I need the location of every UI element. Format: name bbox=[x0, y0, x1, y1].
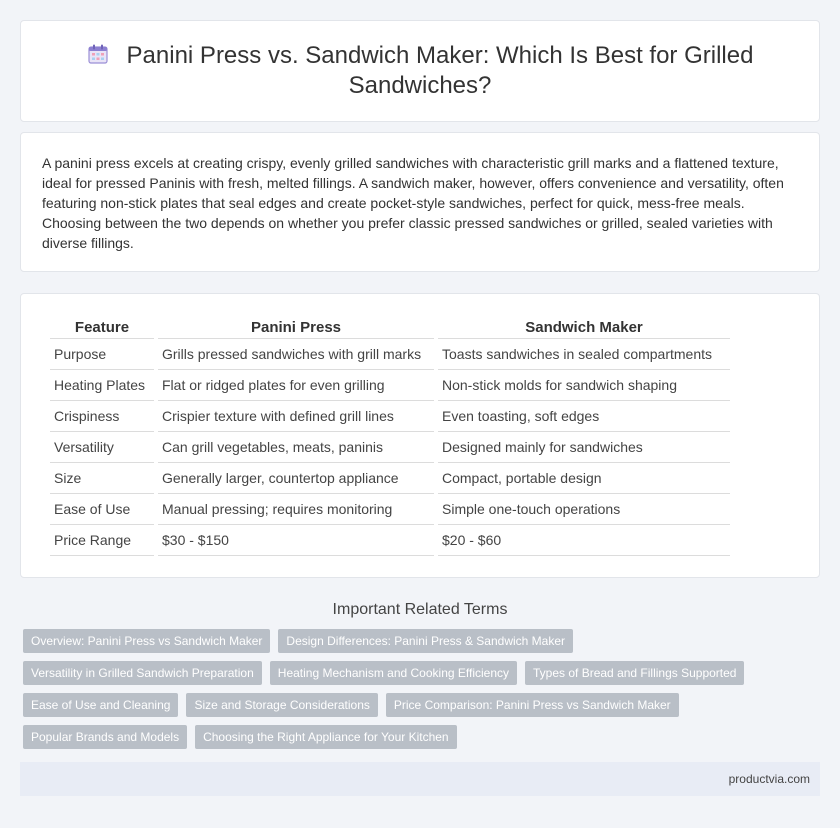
table-cell: Versatility bbox=[50, 432, 154, 463]
table-cell: Compact, portable design bbox=[438, 463, 730, 494]
table-cell: Designed mainly for sandwiches bbox=[438, 432, 730, 463]
header-panini-press: Panini Press bbox=[158, 314, 434, 339]
header-sandwich-maker: Sandwich Maker bbox=[438, 314, 730, 339]
table-row bbox=[50, 339, 730, 370]
table-cell: Ease of Use bbox=[50, 494, 154, 525]
calendar-icon bbox=[87, 43, 109, 65]
table-cell: Crispier texture with defined grill lines bbox=[158, 401, 434, 432]
related-term-tag[interactable]: Types of Bread and Fillings Supported bbox=[525, 661, 744, 685]
related-term-tag[interactable]: Size and Storage Considerations bbox=[186, 693, 377, 717]
table-cell: Can grill vegetables, meats, paninis bbox=[158, 432, 434, 463]
header-feature: Feature bbox=[50, 314, 154, 339]
table-cell: Simple one-touch operations bbox=[438, 494, 730, 525]
table-cell: Crispiness bbox=[50, 401, 154, 432]
table-cell: Even toasting, soft edges bbox=[438, 401, 730, 432]
table-cell: Manual pressing; requires monitoring bbox=[158, 494, 434, 525]
related-term-tag[interactable]: Heating Mechanism and Cooking Efficiency bbox=[270, 661, 517, 685]
footer-site-link[interactable]: productvia.com bbox=[728, 772, 810, 786]
related-term-tag[interactable]: Ease of Use and Cleaning bbox=[23, 693, 178, 717]
title-card bbox=[20, 20, 820, 122]
related-term-tag[interactable]: Price Comparison: Panini Press vs Sandwich Maker bbox=[386, 693, 679, 717]
related-term-tag[interactable]: Versatility in Grilled Sandwich Preparation bbox=[23, 661, 262, 685]
table-cell: Heating Plates bbox=[50, 370, 154, 401]
table-cell: Toasts sandwiches in sealed compartments bbox=[438, 339, 730, 370]
table-row bbox=[50, 401, 730, 432]
table-row bbox=[50, 432, 730, 463]
table-row bbox=[50, 525, 730, 556]
intro-card bbox=[20, 132, 820, 272]
page-title bbox=[61, 41, 779, 101]
related-terms-heading: Important Related Terms bbox=[332, 601, 508, 618]
table-cell: Size bbox=[50, 463, 154, 494]
table-row bbox=[50, 494, 730, 525]
related-terms-list bbox=[20, 629, 820, 749]
table-cell: $30 - $150 bbox=[158, 525, 434, 556]
table-cell: Grills pressed sandwiches with grill marks bbox=[158, 339, 434, 370]
table-header-row bbox=[50, 314, 730, 339]
table-row bbox=[50, 370, 730, 401]
comparison-card bbox=[20, 293, 820, 578]
intro-paragraph: A panini press excels at creating crispy, evenly grilled sandwiches with characteristic grill marks and a flattened texture, ideal for pressed Paninis with fresh, melted fillings. A sandwich maker, however, offers convenience and versatility, often featuring non-stick plates that seal edges and create pocket-style sandwiches, perfect for quick, mess-free meals. Choosing between the two depends on whether you prefer classic pressed sandwiches or grilled, sealed varieties with diverse fillings. bbox=[42, 155, 784, 251]
footer bbox=[20, 762, 820, 796]
table-cell: Flat or ridged plates for even grilling bbox=[158, 370, 434, 401]
comparison-table bbox=[46, 314, 734, 556]
table-row bbox=[50, 463, 730, 494]
related-term-tag[interactable]: Choosing the Right Appliance for Your Kitchen bbox=[195, 725, 457, 749]
table-cell: Purpose bbox=[50, 339, 154, 370]
table-cell: Generally larger, countertop appliance bbox=[158, 463, 434, 494]
related-term-tag[interactable]: Design Differences: Panini Press & Sandwich Maker bbox=[278, 629, 573, 653]
table-cell: Price Range bbox=[50, 525, 154, 556]
page-title-text: Panini Press vs. Sandwich Maker: Which Is Best for Grilled Sandwiches? bbox=[126, 42, 754, 99]
table-cell: $20 - $60 bbox=[438, 525, 730, 556]
table-cell: Non-stick molds for sandwich shaping bbox=[438, 370, 730, 401]
related-term-tag[interactable]: Overview: Panini Press vs Sandwich Maker bbox=[23, 629, 270, 653]
related-term-tag[interactable]: Popular Brands and Models bbox=[23, 725, 187, 749]
